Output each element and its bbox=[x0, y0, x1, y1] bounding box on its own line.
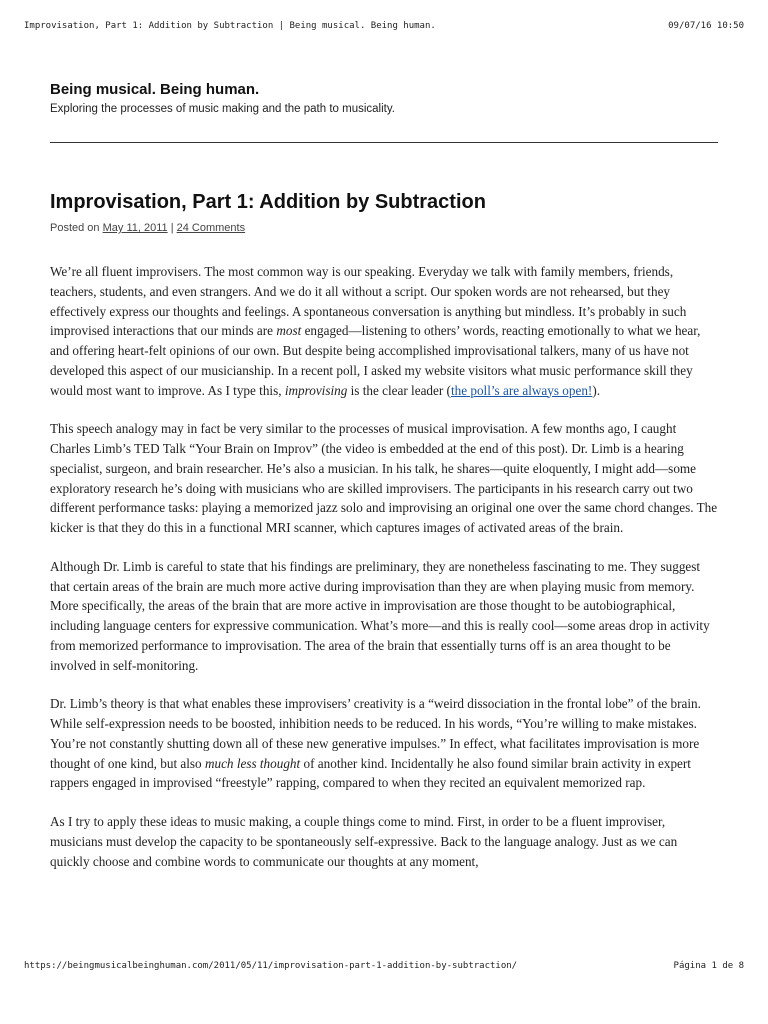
poll-link[interactable]: the poll’s are always open! bbox=[450, 382, 593, 398]
paragraph-1-part-a: We’re all fluent improvisers. The most common way is our speaking. Everyday we talk with family members, friends, teachers, students, and even strangers. And we do it all without a script. Our spoken words are not rehearsed, but they effectively express our thoughts and feelings. A spontaneous conversation is anything but mindless. It’s probably in such improvised interactions that our minds are bbox=[50, 264, 687, 339]
post-content bbox=[50, 262, 718, 890]
paragraph-4-part-a: Dr. Limb’s theory is that what enables these improvisers’ creativity is a “weird dissociation in the frontal lobe” of the brain. While self-expression needs to be boosted, inhibition needs to be reduced. In his words, “You’re willing to make mistakes. You’re not constantly shutting down all of these new generative impulses.” In effect, what facilitates improvisation is more thought of one kind, but also bbox=[50, 696, 701, 771]
paragraph-5: As I try to apply these ideas to music making, a couple things come to mind. First, in order to be a fluent improviser, musicians must develop the capacity to be spontaneously self-expressive. Back to the language analogy. Just as we can quickly choose and combine words to communicate our thoughts at any moment, bbox=[50, 814, 678, 869]
site-title[interactable]: Being musical. Being human. bbox=[50, 81, 260, 98]
emphasis-most: most bbox=[276, 323, 302, 339]
comments-link[interactable]: 24 Comments bbox=[176, 222, 246, 234]
paragraph-1-part-d: ). bbox=[592, 382, 601, 398]
paragraph-4 bbox=[50, 694, 718, 793]
site-header bbox=[50, 80, 718, 117]
emphasis-improvising: improvising bbox=[284, 382, 348, 398]
paragraph-2: This speech analogy may in fact be very similar to the processes of musical improvisation. A few months ago, I caught Charles Limb’s TED Talk “Your Brain on Improv” (the video is embedded at the end of this post). Dr. Limb is a hearing specialist, surgeon, and brain researcher. He’s also a musician. In his talk, he shares—quite eloquently, I might add—some exploratory research he’s doing with musicians who are skilled improvisers. The participants in his research carry out two different performance tasks: playing a memorized jazz solo and improvising an original one over the same chord changes. The kicker is that they do this in a functional MRI scanner, which captures images of activated areas of the brain. bbox=[50, 421, 718, 535]
paragraph-1 bbox=[50, 262, 718, 400]
paragraph-1-part-b: engaged—listening to others’ words, reacting emotionally to what we hear, and offering heart-felt opinions of our own. But despite being accomplished improvisational talkers, many of us have not developed this aspect of our musicianship. In a recent poll, I asked my website visitors what music performance skill they would most want to improve. As I type this, bbox=[50, 323, 701, 398]
print-footer bbox=[24, 961, 744, 971]
print-header-title: Improvisation, Part 1: Addition by Subtraction | Being musical. Being human. bbox=[24, 21, 436, 31]
posted-on-label: Posted on bbox=[50, 222, 100, 234]
print-header-datetime: 09/07/16 10:50 bbox=[668, 21, 744, 31]
site-description: Exploring the processes of music making and the path to musicality. bbox=[50, 103, 395, 115]
paragraph-1-part-c: is the clear leader ( bbox=[347, 382, 451, 398]
print-footer-url: https://beingmusicalbeinghuman.com/2011/05/11/improvisation-part-1-addition-by-subtraction/ bbox=[24, 961, 518, 971]
print-header bbox=[24, 21, 744, 31]
header-divider bbox=[50, 142, 718, 143]
paragraph-3: Although Dr. Limb is careful to state that his findings are preliminary, they are nonetheless fascinating to me. They suggest that certain areas of the brain are much more active during improvisation than they are when playing music from memory. More specifically, the areas of the brain that are more active in improvisation are those thought to be autobiographical, including language centers for expressive communication. What’s more—and this is really cool—some areas drop in activity from memorized performance to improvisation. The area of the brain that essentially turns off is an area thought to be involved in self-monitoring. bbox=[50, 558, 710, 673]
post-title: Improvisation, Part 1: Addition by Subtraction bbox=[50, 191, 486, 213]
post-date-link[interactable]: May 11, 2011 bbox=[102, 222, 168, 234]
print-footer-page: Página 1 de 8 bbox=[673, 961, 744, 971]
meta-separator: | bbox=[170, 222, 174, 234]
emphasis-much-less-thought: much less thought bbox=[204, 755, 301, 771]
paragraph-4-part-b: of another kind. Incidentally he also found similar brain activity in expert rappers engaged in improvised “freestyle” rapping, compared to when they recited an equivalent memorized rap. bbox=[50, 755, 691, 791]
post-meta bbox=[50, 221, 245, 235]
